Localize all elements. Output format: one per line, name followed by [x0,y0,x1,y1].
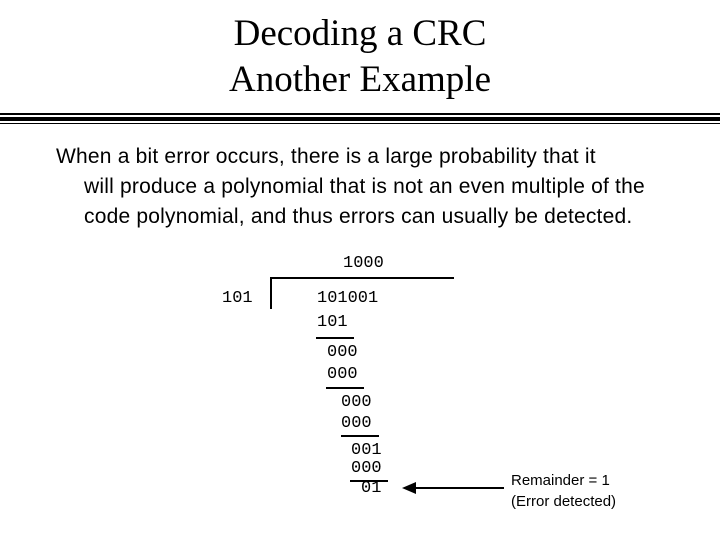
remainder-note-line-1: Remainder = 1 [511,472,610,489]
body-first-line: When a bit error occurs, there is a large probability that it [56,145,596,168]
division-bar-side [270,277,272,309]
title-rule-3 [0,123,720,124]
division-step-3: 000 [327,365,358,384]
subtraction-bar-3 [341,435,379,437]
arrow-left-icon [400,478,506,498]
title-rule-1 [0,113,720,115]
slide-title-line-2: Another Example [229,59,491,100]
division-step-5: 000 [341,414,372,433]
body-continuation: will produce a polynomial that is not an even multiple of the code polynomial, and thus errors can usually be detected. [84,175,645,228]
remainder-note [511,470,616,512]
divisor: 101 [222,289,253,308]
remainder-value: 01 [361,479,382,498]
division-step-7: 000 [351,459,382,478]
dividend: 101001 [317,289,379,308]
division-bar-top [271,277,454,279]
body-paragraph [56,142,696,232]
remainder-note-line-2: (Error detected) [511,493,617,510]
subtraction-bar-2 [326,387,364,389]
quotient: 1000 [343,254,384,273]
subtraction-bar-1 [316,337,354,339]
division-step-6: 001 [351,441,382,460]
division-step-4: 000 [341,393,372,412]
division-step-2: 000 [327,343,358,362]
slide-title-line-1: Decoding a CRC [233,13,487,54]
title-rule-2 [0,117,720,121]
division-step-1: 101 [317,313,348,332]
